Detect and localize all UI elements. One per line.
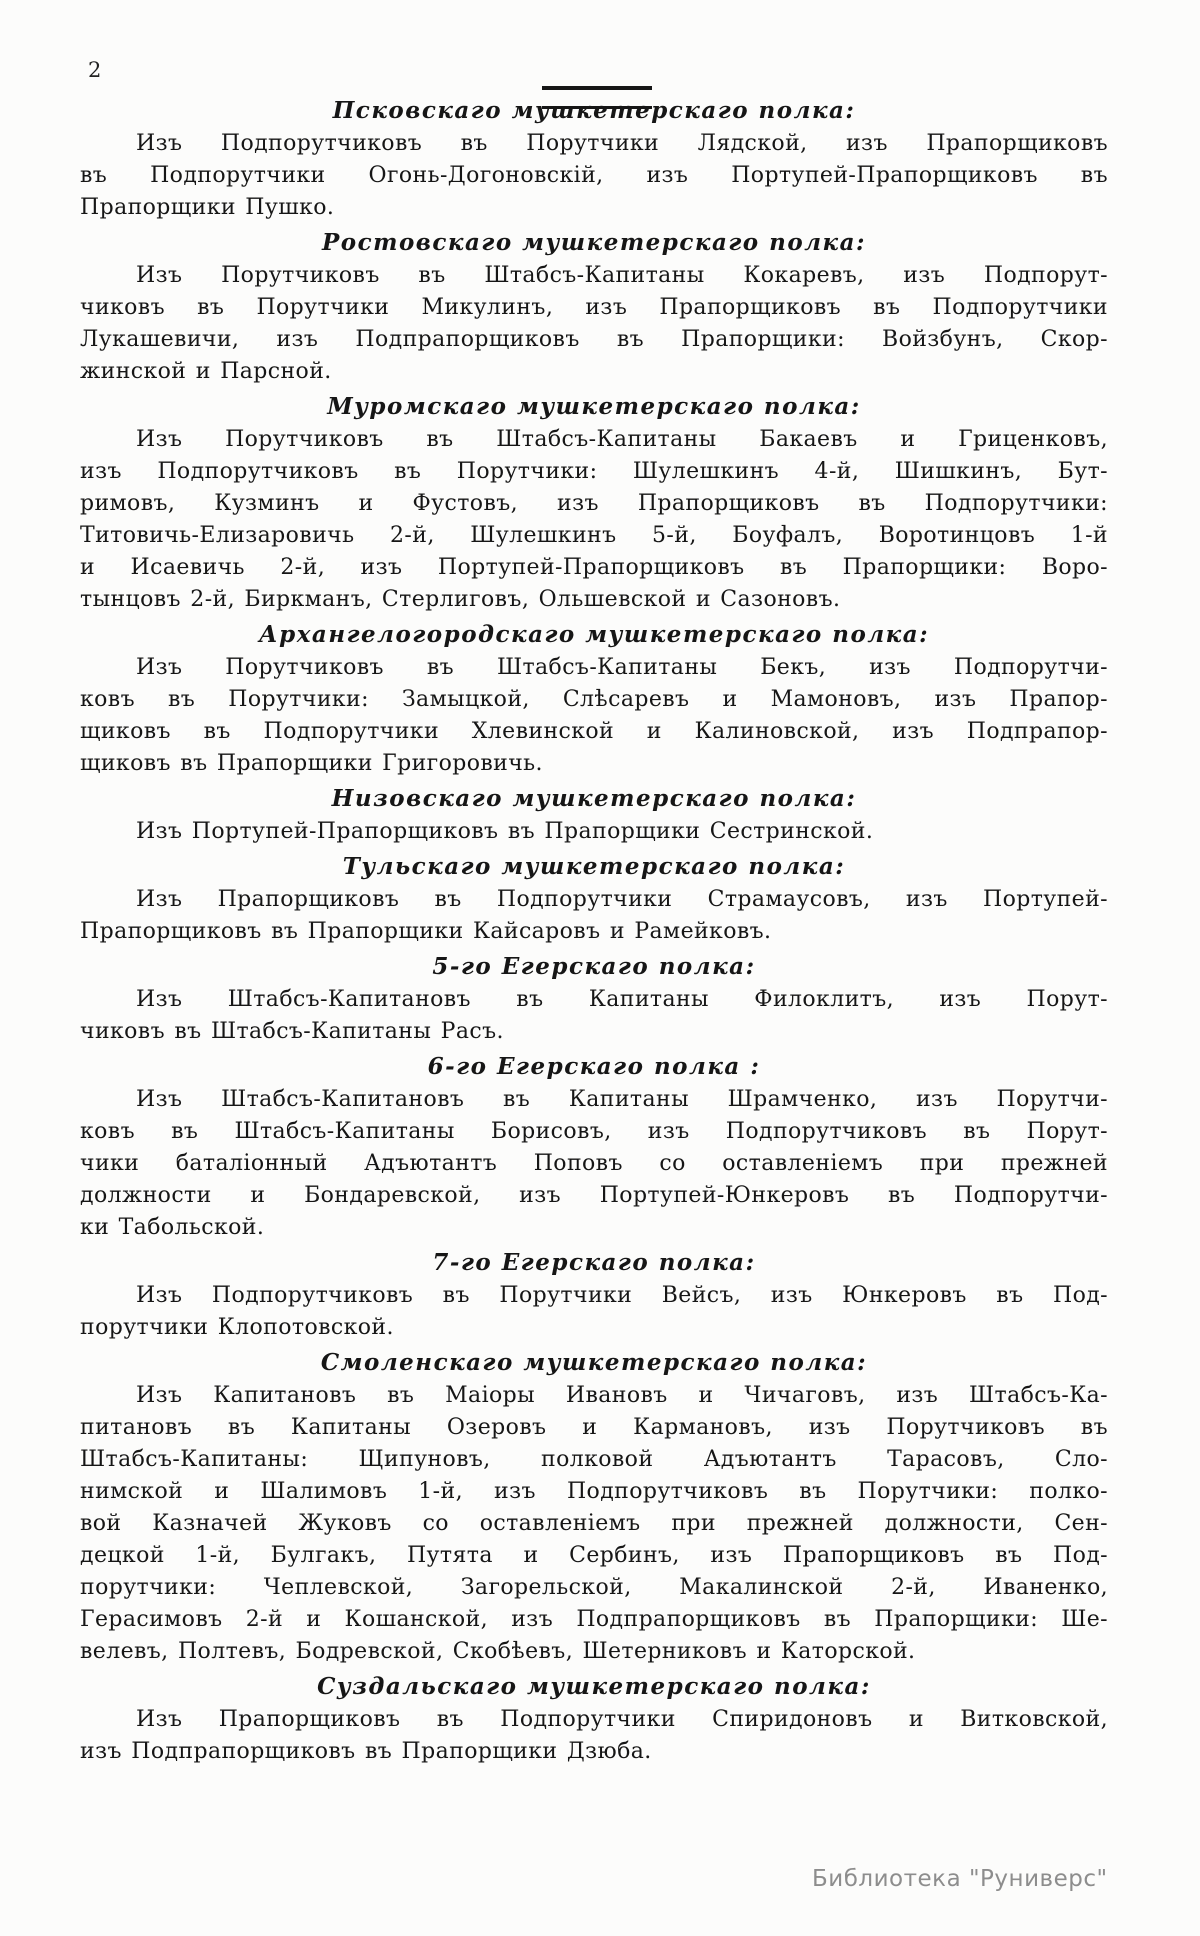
text-line: Титовичь-Елизаровичь 2-й, Шулешкинъ 5-й, Боуфалъ, Воротинцовъ 1-й — [80, 523, 1108, 548]
text-line: ки Табольской. — [80, 1215, 265, 1240]
text-line: изъ Подпрапорщиковъ въ Прапорщики Дзюба. — [80, 1739, 652, 1764]
text-line: щиковъ въ Прапорщики Григоровичь. — [80, 751, 543, 776]
section-heading: 7-го Егерскаго полка: — [432, 1249, 756, 1276]
text-line: въ Подпорутчики Огонь-Догоновскій, изъ Портупей-Прапорщиковъ въ — [80, 163, 1108, 188]
text-line: велевъ, Полтевъ, Бодревской, Скобѣевъ, Шетерниковъ и Каторской. — [80, 1639, 916, 1664]
text-line: порутчики Клопотовской. — [80, 1315, 394, 1340]
text-line: римовъ, Кузминъ и Фустовъ, изъ Прапорщиковъ въ Подпорутчики: — [80, 491, 1108, 516]
text-line: Прапорщики Пушко. — [80, 195, 335, 220]
text-line: Герасимовъ 2-й и Кошанской, изъ Подпрапорщиковъ въ Прапорщики: Ше- — [80, 1607, 1108, 1632]
text-line: ковъ въ Порутчики: Замыцкой, Слѣсаревъ и Мамоновъ, изъ Прапор- — [80, 687, 1108, 712]
text-line: чиковъ въ Порутчики Микулинъ, изъ Прапорщиковъ въ Подпорутчики — [80, 295, 1108, 320]
section-heading: Ростовскаго мушкетерскаго полка: — [321, 229, 866, 256]
text-line: Изъ Прапорщиковъ въ Подпорутчики Спиридоновъ и Витковской, — [136, 1707, 1108, 1732]
text-line: Изъ Порутчиковъ въ Штабсъ-Капитаны Бекъ, изъ Подпорутчи- — [136, 655, 1108, 680]
section-heading: 5-го Егерскаго полка: — [432, 953, 756, 980]
text-line: ковъ въ Штабсъ-Капитаны Борисовъ, изъ Подпорутчиковъ въ Порут- — [80, 1119, 1108, 1144]
section-heading: Смоленскаго мушкетерскаго полка: — [320, 1349, 868, 1376]
section-heading: Муромскаго мушкетерскаго полка: — [327, 393, 861, 420]
text-line: Изъ Подпорутчиковъ въ Порутчики Вейсъ, изъ Юнкеровъ въ Под- — [136, 1283, 1108, 1308]
text-line: децкой 1-й, Булгакъ, Путята и Сербинъ, изъ Прапорщиковъ въ Под- — [80, 1543, 1108, 1568]
text-line: Изъ Капитановъ въ Маіоры Ивановъ и Чичаговъ, изъ Штабсъ-Ка- — [136, 1383, 1108, 1408]
text-line: Штабсъ-Капитаны: Щипуновъ, полковой Адъютантъ Тарасовъ, Сло- — [80, 1447, 1108, 1472]
text-line: Лукашевичи, изъ Подпрапорщиковъ въ Прапорщики: Войзбунъ, Скор- — [80, 327, 1108, 352]
text-line: чиковъ въ Штабсъ-Капитаны Расъ. — [80, 1019, 504, 1044]
section-heading: Низовскаго мушкетерскаго полка: — [331, 785, 857, 812]
text-line: Изъ Подпорутчиковъ въ Порутчики Лядской, изъ Прапорщиковъ — [136, 131, 1108, 156]
text-line: вой Казначей Жуковъ со оставленіемъ при прежней должности, Сен- — [80, 1511, 1108, 1536]
text-line: изъ Подпорутчиковъ въ Порутчики: Шулешкинъ 4-й, Шишкинъ, Бут- — [80, 459, 1108, 484]
section-heading: Тульскаго мушкетерскаго полка: — [342, 853, 846, 880]
text-line: Изъ Портупей-Прапорщиковъ въ Прапорщики Сестринской. — [136, 819, 874, 844]
text-line: порутчики: Чеплевской, Загорельской, Макалинской 2-й, Иваненко, — [80, 1575, 1108, 1600]
text-line: Изъ Порутчиковъ въ Штабсъ-Капитаны Бакаевъ и Гриценковъ, — [136, 427, 1108, 452]
text-line: Изъ Штабсъ-Капитановъ въ Капитаны Филоклитъ, изъ Порут- — [136, 987, 1108, 1012]
text-line: щиковъ въ Подпорутчики Хлевинской и Калиновской, изъ Подпрапор- — [80, 719, 1108, 744]
text-line: и Исаевичь 2-й, изъ Портупей-Прапорщиковъ въ Прапорщики: Воро- — [80, 555, 1108, 580]
text-line: тынцовъ 2-й, Биркманъ, Стерлиговъ, Ольшевской и Сазоновъ. — [80, 587, 841, 612]
text-line: Изъ Прапорщиковъ въ Подпорутчики Страмаусовъ, изъ Портупей- — [136, 887, 1108, 912]
text-line: питановъ въ Капитаны Озеровъ и Кармановъ, изъ Порутчиковъ въ — [80, 1415, 1108, 1440]
section-heading: Архангелогородскаго мушкетерскаго полка: — [258, 621, 930, 648]
text-line: жинской и Парсной. — [80, 359, 332, 384]
document-sections — [80, 92, 1108, 1768]
section-heading: Псковскаго мушкетерскаго полка: — [332, 97, 856, 124]
text-line: Прапорщиковъ въ Прапорщики Кайсаровъ и Рамейковъ. — [80, 919, 772, 944]
page-number: 2 — [88, 58, 102, 82]
section-heading: 6-го Егерскаго полка : — [427, 1053, 761, 1080]
text-line: чики баталіонный Адъютантъ Поповъ со оставленіемъ при прежней — [80, 1151, 1108, 1176]
text-line: Изъ Штабсъ-Капитановъ въ Капитаны Шрамченко, изъ Порутчи- — [136, 1087, 1108, 1112]
text-line: Изъ Порутчиковъ въ Штабсъ-Капитаны Кокаревъ, изъ Подпорут- — [136, 263, 1108, 288]
section-heading: Суздальскаго мушкетерскаго полка: — [317, 1673, 871, 1700]
text-line: должности и Бондаревской, изъ Портупей-Юнкеровъ въ Подпорутчи- — [80, 1183, 1108, 1208]
library-watermark: Библиотека "Руниверс" — [812, 1866, 1108, 1892]
text-line: нимской и Шалимовъ 1-й, изъ Подпорутчиковъ въ Порутчики: полко- — [80, 1479, 1108, 1504]
